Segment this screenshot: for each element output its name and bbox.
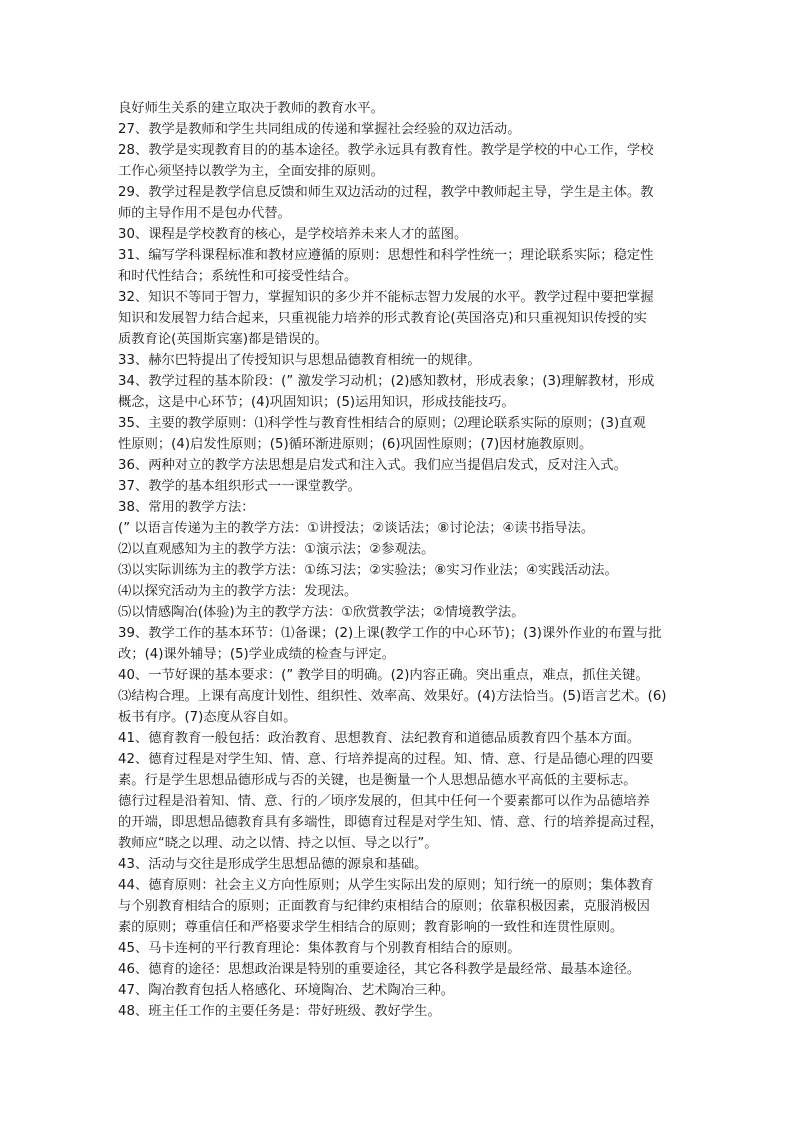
text-line: 与个别教育相结合的原则；正面教育与纪律约束相结合的原则；依靠积极因素，克服消极因: [118, 899, 650, 914]
text-line: 概念，这是中心环节；(4)巩固知识；(5)运用知识，形成技能技巧。: [118, 395, 515, 410]
text-line: 30、课程是学校教育的核心，是学校培养未来人才的蓝图。: [118, 227, 468, 242]
text-line: ⑶结构合理。上课有高度计划性、组织性、效率高、效果好。(4)方法恰当。(5)语言艺术。(6): [118, 689, 667, 704]
text-line: 44、德育原则：社会主义方向性原则；从学生实际出发的原则；知行统一的原则；集体教育: [118, 878, 654, 893]
text-line: 29、教学过程是教学信息反馈和师生双边活动的过程，教学中教师起主导，学生是主体。教: [118, 185, 654, 200]
text-line: 42、德育过程是对学生知、情、意、行培养提高的过程。知、情、意、行是品德心理的四要: [118, 752, 654, 767]
text-line: 和时代性结合；系统性和可接受性结合。: [118, 269, 358, 284]
text-line: 师的主导作用不是包办代替。: [118, 206, 291, 221]
text-line: 31、编写学科课程标准和教材应遵循的原则：思想性和科学性统一；理论联系实际；稳定性: [118, 248, 654, 263]
text-line: 28、教学是实现教育目的的基本途径。教学永远具有教育性。教学是学校的中心工作，学校: [118, 143, 654, 158]
text-line: 性原则；(4)启发性原则；(5)循环渐进原则；(6)巩固性原则；(7)因材施教原则。: [118, 437, 593, 452]
text-line: ⑸以情感陶冶(体验)为主的教学方法：①欣赏教学法；②情境教学法。: [118, 605, 525, 620]
text-line: 工作心须坚持以教学为主，全面安排的原则。: [118, 164, 384, 179]
text-line: 47、陶冶教育包括人格感化、环境陶冶、艺术陶冶三种。: [118, 983, 455, 998]
document-body: [118, 98, 680, 1022]
text-line: 46、德育的途径：思想政治课是特别的重要途径，其它各科教学是最经常、最基本途径。: [118, 962, 641, 977]
text-line: 39、教学工作的基本环节：⑴备课；(2)上课(教学工作的中心环节)；(3)课外作业的布置与批: [118, 626, 662, 641]
text-line: 37、教学的基本组织形式一一课堂教学。: [118, 479, 361, 494]
text-line: 36、两种对立的教学方法思想是启发式和注入式。我们应当提倡启发式，反对注入式。: [118, 458, 627, 473]
text-line: 教师应“晓之以理、动之以情、持之以恒、导之以行”。: [118, 836, 438, 851]
text-line: 良好师生关系的建立取决于教师的教育水平。: [118, 101, 384, 116]
text-line: 48、班主任工作的主要任务是：带好班级、教好学生。: [118, 1004, 441, 1019]
text-line: ⑷以探究活动为主的教学方法：发现法。: [118, 584, 358, 599]
text-line: ⑵以直观感知为主的教学方法：①演示法；②参观法。: [118, 542, 435, 557]
text-line: 的开端，即思想品德教育具有多端性，即德育过程是对学生知、情、意、行的培养提高过程，: [118, 815, 664, 830]
text-line: 34、教学过程的基本阶段：(” 激发学习动机；(2)感知教材，形成表象；(3)理解教材，形成: [118, 374, 655, 389]
text-line: 33、赫尔巴特提出了传授知识与思想品德教育相统一的规律。: [118, 353, 481, 368]
text-line: 41、德育教育一般包括：政治教育、思想教育、法纪教育和道德品质教育四个基本方面。: [118, 731, 641, 746]
text-line: 板书有序。(7)态度从容自如。: [118, 710, 297, 725]
text-line: 知识和发展智力结合起来，只重视能力培养的形式教育论(英国洛克)和只重视知识传授的实: [118, 311, 647, 326]
text-line: 素。行是学生思想品德形成与否的关键，也是衡量一个人思想品德水平高低的主要标志。: [118, 773, 637, 788]
text-line: 45、马卡连柯的平行教育理论：集体教育与个别教育相结合的原则。: [118, 941, 521, 956]
text-line: (” 以语言传递为主的教学方法：①讲授法；②谈话法；⑧讨论法；④读书指导法。: [118, 521, 595, 536]
text-line: 32、知识不等同于智力，掌握知识的多少并不能标志智力发展的水平。教学过程中要把掌握: [118, 290, 654, 305]
text-line: 素的原则；尊重信任和严格要求学生相结合的原则；教育影响的一致性和连贯性原则。: [118, 920, 624, 935]
text-line: 德行过程是沿着知、情、意、行的／顷序发展的，但其中任何一个要素都可以作为品德培养: [118, 794, 650, 809]
text-line: ⑶以实际训练为主的教学方法：①练习法；②实验法；⑧实习作业法；④实践活动法。: [118, 563, 618, 578]
text-line: 27、教学是教师和学生共同组成的传递和掌握社会经验的双边活动。: [118, 122, 521, 137]
text-line: 质教育论(英国斯宾塞)都是错误的。: [118, 332, 328, 347]
text-line: 43、活动与交往是形成学生思想品德的源泉和基础。: [118, 857, 428, 872]
text-line: 40、一节好课的基本要求：(” 教学目的明确。(2)内容正确。突出重点，难点，抓住关键。: [118, 668, 649, 683]
text-line: 35、主要的教学原则：⑴科学性与教育性相结合的原则；⑵理论联系实际的原则；(3)直观: [118, 416, 646, 431]
text-line: 38、常用的教学方法：: [118, 500, 255, 515]
text-line: 改；(4)课外辅导；(5)学业成绩的检查与评定。: [118, 647, 396, 662]
